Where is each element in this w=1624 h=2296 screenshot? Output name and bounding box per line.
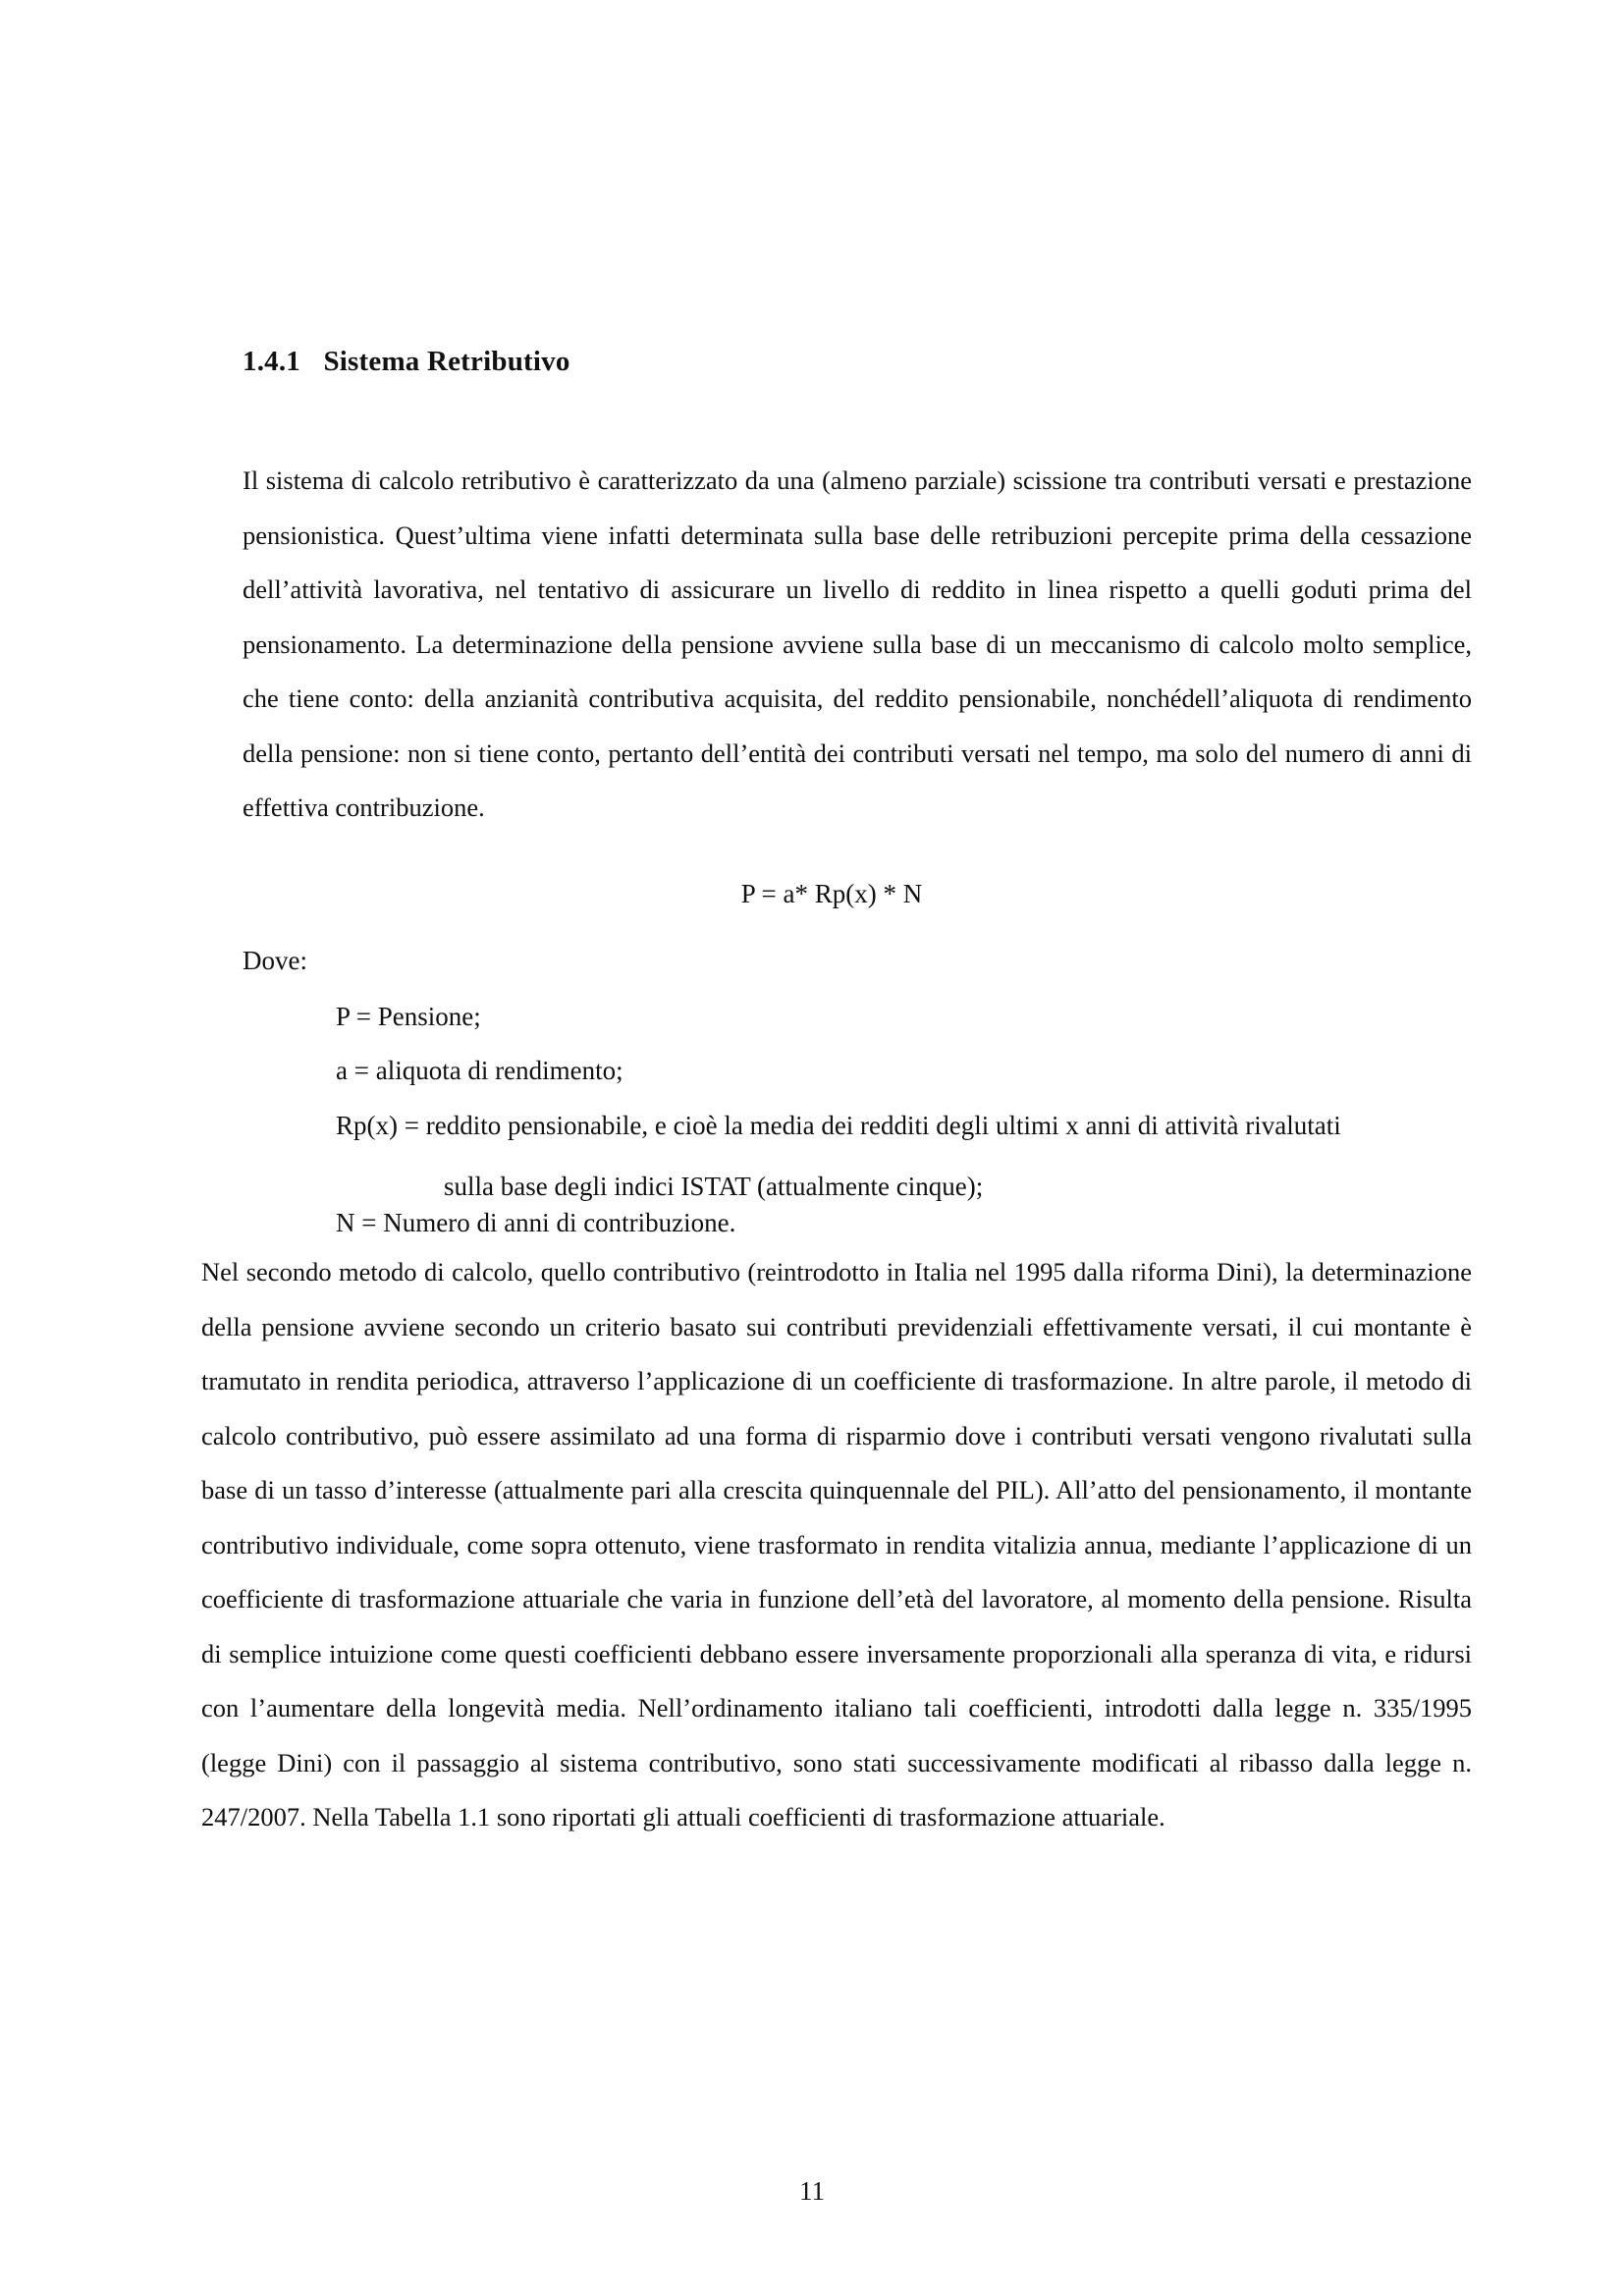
paragraph-contributive-system: Nel secondo metodo di calcolo, quello contributivo (reintrodotto in Italia nel 1995 dalla riforma Dini), la determinazione della pensione avviene secondo un criterio basato sui contributi previdenziali effettivamente versati, il cui montante è tramutato in rendita periodica, attraverso l’applicazione di un coefficiente di trasformazione. In altre parole, il metodo di calcolo contributivo, può essere assimilato ad una forma di risparmio dove i contributi versati vengono rivalutati sulla base di un tasso d’interesse (attualmente pari alla crescita quinquennale del PIL). All’atto del pensionamento, il montante contributivo individuale, come sopra ottenuto, viene trasformato in rendita vitalizia annua, mediante l’applicazione di un coefficiente di trasformazione attuariale che varia in funzione dell’età del lavoratore, al momento della pensione. Risulta di semplice intuizione come questi coefficienti debbano essere inversamente proporzionali alla speranza di vita, e ridursi con l’aumentare della longevità media. Nell’ordinamento italiano tali coefficienti, introdotti dalla legge n. 335/1995 (legge Dini) con il passaggio al sistema contributivo, sono stati successivamente modificati al ribasso dalla legge n. 247/2007. Nella Tabella 1.1 sono riportati gli attuali coefficienti di trasformazione attuariale. [201,1257,1472,1831]
section-heading [243,346,570,378]
pension-formula: P = a* Rp(x) * N [740,879,923,908]
definition-n: N = Numero di anni di contribuzione. [336,1208,736,1237]
definition-p: P = Pensione; [336,1002,481,1031]
definition-rp-continued: sulla base degli indici ISTAT (attualmente cinque); [444,1172,984,1201]
paragraph-retributive-system: Il sistema di calcolo retributivo è caratterizzato da una (almeno parziale) scissione tra contributi versati e prestazione pensionistica. Quest’ultima viene infatti determinata sulla base delle retribuzioni percepite prima della cessazione dell’attività lavorativa, nel tentativo di assicurare un livello di reddito in linea rispetto a quelli goduti prima del pensionamento. La determinazione della pensione avviene sulla base di un meccanismo di calcolo molto semplice, che tiene conto: della anzianità contributiva acquisita, del reddito pensionabile, nonchédell’aliquota di rendimento della pensione: non si tiene conto, pertanto dell’entità dei contributi versati nel tempo, ma solo del numero di anni di effettiva contribuzione. [243,465,1472,822]
section-title: Sistema Retributivo [323,346,570,377]
where-label: Dove: [243,946,307,975]
definition-a: a = aliquota di rendimento; [336,1056,623,1085]
page-number: 11 [799,2176,825,2206]
definition-rp: Rp(x) = reddito pensionabile, e cioè la media dei redditi degli ultimi x anni di attività rivalutati [336,1111,1341,1140]
section-number: 1.4.1 [243,346,300,377]
